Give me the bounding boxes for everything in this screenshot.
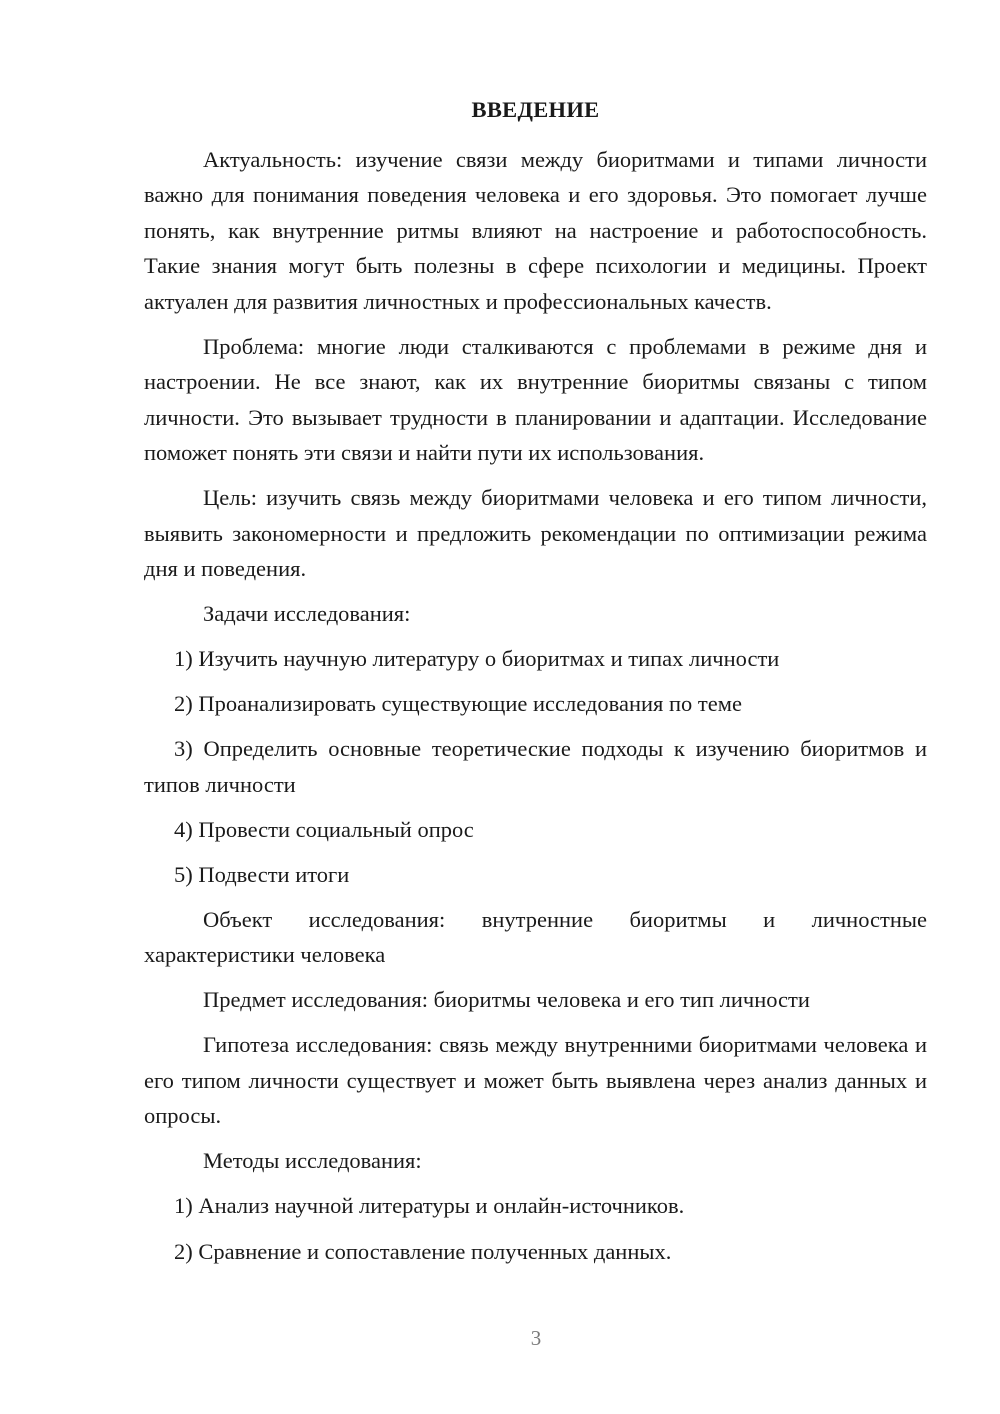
task-item: 4) Провести социальный опрос [174,816,474,842]
tasks-heading: Задачи исследования: [203,601,411,626]
page-title: ВВЕДЕНИЕ [471,97,600,122]
page-content [144,92,927,1279]
subject-paragraph: Предмет исследования: биоритмы человека и его тип личности [203,987,810,1012]
methods-heading: Методы исследования: [203,1148,422,1173]
method-item: 1) Анализ научной литературы и онлайн-источников. [174,1193,685,1218]
task-item: 5) Подвести итоги [174,861,350,887]
hypothesis-paragraph: Гипотеза исследования: связь между внутренними биоритмами человека и его типом личности существует и может быть выявлена через анализ данных и опросы. [144,1032,927,1128]
goal-paragraph: Цель: изучить связь между биоритмами человека и его типом личности, выявить закономерности и предложить рекомендации по оптимизации режима дня и поведения. [144,485,927,581]
method-item: 2) Сравнение и сопоставление полученных данных. [174,1239,672,1264]
relevance-paragraph: Актуальность: изучение связи между биоритмами и типами личности важно для понимания поведения человека и его здоровья. Это помогает лучше понять, как внутренние ритмы влияют на настроение и работоспособность. Такие знания могут быть полезны в сфере психологии и медицины. Проект актуален для развития личностных и профессиональных качеств. [144,146,927,314]
task-item: 1) Изучить научную литературу о биоритмах и типах личности [174,646,780,671]
page-number: 3 [530,1326,542,1350]
task-item: 3) Определить основные теоретические подходы к изучению биоритмов и типов личности [144,736,927,797]
task-item: 2) Проанализировать существующие исследования по теме [174,691,742,716]
problem-paragraph: Проблема: многие люди сталкиваются с проблемами в режиме дня и настроении. Не все знают, как их внутренние биоритмы связаны с типом личности. Это вызывает трудности в планировании и адаптации. Исследование поможет понять эти связи и найти пути их использования. [144,333,927,465]
object-paragraph: Объект исследования: внутренние биоритмы и личностные характеристики человека [144,906,927,967]
